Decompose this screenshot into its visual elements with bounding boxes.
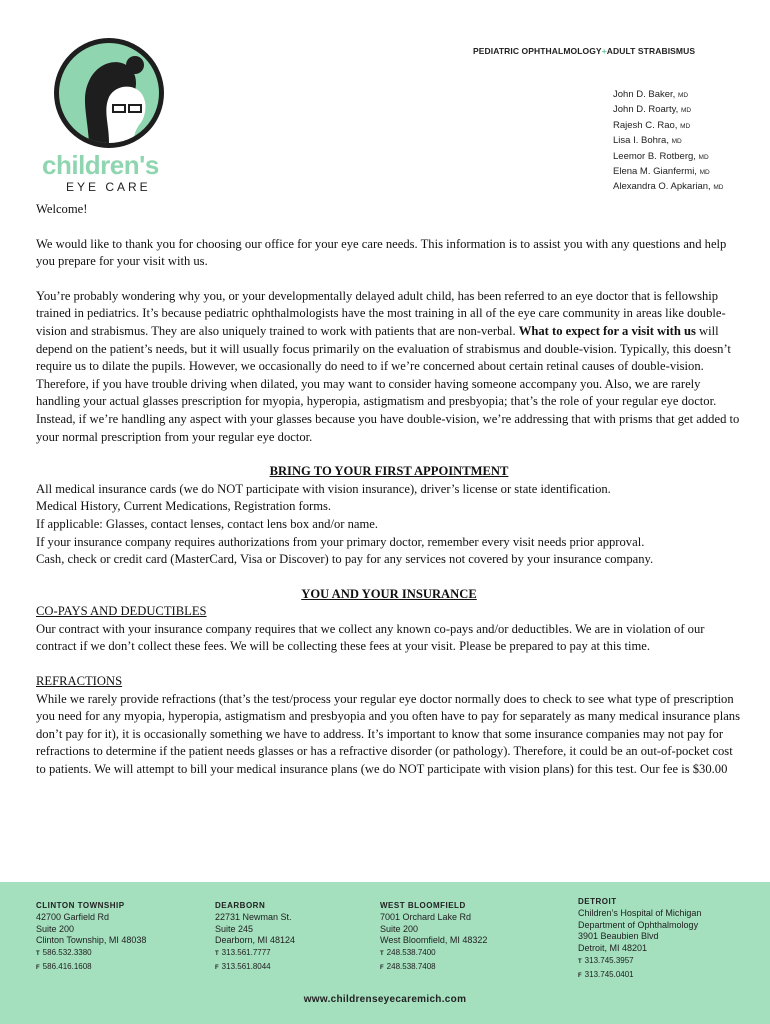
plus-icon: + [601,46,607,56]
expectations-paragraph: You’re probably wondering why you, or your developmentally delayed adult child, has been referred to an eye doctor that is fellowship trained in pediatrics. It’s because pediatric ophthalmologists have the most training in all of the eye care community in areas like double-vision and strabismus. They are also uniquely trained to work with patients that are non-verbal. What to expect for a visit with us will depend on the patient’s needs, but it will usually focus primarily on the evaluation of strabismus and double-vision. Typically, this doesn’t require us to dilate the pupils. However, we occasionally do need to if we’re concerned about certain retinal causes of double-vision. Therefore, if you have trouble driving when dilated, you may want to consider having someone accompany you. Also, we are rarely handling your actual glasses prescription for myopia, hyperopia, astigmatism and presbyopia; that’s the role of your regular eye doctor. Instead, if we’re handling any aspect with your glasses because you have double-vision, we’re addressing that with prisms that get added to your normal prescription from your regular eye doctor. [36,288,740,444]
bring-item: If your insurance company requires authorizations from your primary doctor, remember every visit needs prior approval. [36,534,645,549]
copays-paragraph: Our contract with your insurance company requires that we collect any known co-pays and/or deductibles. We are in violation of our contract if we don’t collect these fees. We will be collecting these fees at your visit. Please be prepared to pay at this time. [36,621,705,654]
bring-item: All medical insurance cards (we do NOT participate with vision insurance), driver’s license or state identification. [36,481,611,496]
bring-item: Cash, check or credit card (MasterCard, Visa or Discover) to pay for any services not covered by your insurance company. [36,552,654,567]
practice-logo [42,38,172,198]
refractions-heading: REFRACTIONS [36,674,123,689]
letter-body [36,201,742,779]
doctor-item: John D. Roarty, MD [613,104,692,116]
footer-band [0,882,770,1024]
fax-number: 313.561.8044 [221,961,271,971]
greeting: Welcome! [36,202,88,216]
bring-item: Medical History, Current Medications, Registration forms. [36,499,332,514]
intro-paragraph: We would like to thank you for choosing our office for your eye care needs. This information is to assist you with any questions and help you prepare for your visit with us. [36,236,727,269]
doctor-item: John D. Baker, MD [613,89,689,100]
expectations-bold: What to expect for a visit with us [518,323,696,338]
refractions-paragraph: While we rarely provide refractions (that’s the test/process your regular eye doctor normally does to check to see what type of prescription you need for any myopia, hyperopia, astigmatism and presbyopia and you often have to pay for separately as many medical insurance plans don’t pay for it), it is occasionally something we have to address. It’s important to know that some insurance companies may not pay for refractions to determine if the patient needs glasses or has a refractive disorder (or pathology). Therefore, it could be an out-of-pocket cost to patients. We will attempt to bill your medical insurance plans (we do NOT participate with vision plans) for this test. Our fee is $30.00 [36,691,740,777]
doctor-item: Leemor B. Rotberg, MD [613,150,709,162]
doctor-list [613,87,723,195]
fax-number: 586.416.1608 [42,961,92,971]
bring-heading: BRING TO YOUR FIRST APPOINTMENT [269,464,509,479]
specialty-adult: ADULT STRABISMUS [606,46,696,56]
location-detroit: DETROIT Children’s Hospital of Michigan Department of Ophthalmology 3901 Beaubien Blvd Detroit, MI 48201 T 313.745.3957 F 313.745.0401 [578,897,702,979]
copays-heading: CO-PAYS AND DEDUCTIBLES [36,604,207,619]
fax-number: 313.745.0401 [584,969,634,979]
logo-subtitle: EYE CARE [66,180,151,194]
doctor-item: Lisa I. Bohra, MD [613,135,682,147]
bring-item: If applicable: Glasses, contact lenses, contact lens box and/or name. [36,516,379,531]
phone-number: 313.561.7777 [221,948,271,958]
location-west-bloomfield: WEST BLOOMFIELD 7001 Orchard Lake Rd Suite 200 West Bloomfield, MI 48322 T 248.538.7400 F 248.538.7408 [380,901,488,971]
fax-number: 248.538.7408 [386,961,436,971]
phone-number: 586.532.3380 [42,948,92,958]
specialty-line [473,46,695,56]
specialty-pediatric: PEDIATRIC OPHTHALMOLOGY [473,46,602,56]
logo-name: children's [42,150,159,180]
location-dearborn: DEARBORN 22731 Newman St. Suite 245 Dearborn, MI 48124 T 313.561.7777 F 313.561.8044 [215,901,296,971]
phone-number: 313.745.3957 [584,955,634,965]
location-clinton-township: CLINTON TOWNSHIP 42700 Garfield Rd Suite 200 Clinton Township, MI 48038 T 586.532.3380 F 586.416.1608 [36,901,147,971]
phone-number: 248.538.7400 [386,948,436,958]
doctor-item: Alexandra O. Apkarian, MD [613,181,724,193]
logo-emblem [54,38,164,148]
website-link[interactable]: www.childrenseyecaremich.com [303,994,467,1005]
doctor-item: Rajesh C. Rao, MD [613,119,691,131]
insurance-heading: YOU AND YOUR INSURANCE [301,586,477,601]
doctor-item: Elena M. Gianfermi, MD [613,165,710,177]
